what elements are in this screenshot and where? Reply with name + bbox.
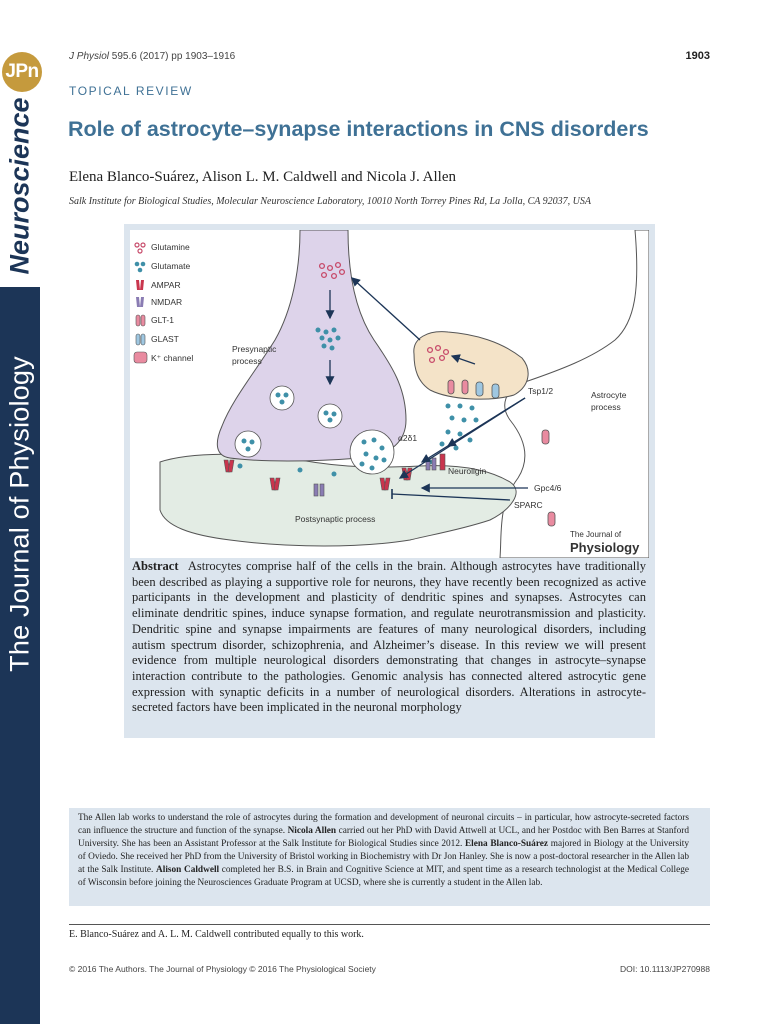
bio-name-caldwell: Alison Caldwell bbox=[156, 865, 220, 875]
copyright-notice: © 2016 The Authors. The Journal of Physiology © 2016 The Physiological Society bbox=[69, 964, 376, 974]
legend-k-channel: K⁺ channel bbox=[151, 353, 194, 363]
figure-logo-line1: The Journal of bbox=[570, 530, 622, 539]
abstract-body: Astrocytes comprise half of the cells in the brain. Although astrocytes have traditionally been described as playing a supportive role for neurons, they have recently been recognized as active participants in the development and plasticity of dendritic spines and synapses. Astrocytes can eliminate dendritic spines, induce synapse formation, and regulate neurotransmission and plasticity. Dendritic spine and synapse impairments are features of many neurological disorders, including autism spectrum disorder, schizophrenia, and Alzheimer’s disease. In this review we will present evidence from multiple neurological disorders demonstrating that changes in astrocyte–synapse interaction contribute to the pathologies. Genomic analysis has connected altered astrocytic gene expression with synaptic deficits in a number of neurological disorders. Alterations in astrocyte-secreted factors have been implicated in the neuronal morphology bbox=[132, 559, 646, 715]
bio-part-2: carried out her PhD with David Attwell at UCL, and her Postdoc with Ben Barres at Stanford University. She has been an Assistant Professor at the Salk Institute for Biological Studies since 2012. bbox=[78, 826, 689, 849]
synapse-diagram bbox=[130, 230, 649, 558]
abstract-text bbox=[132, 559, 646, 716]
astrocyte-endfoot bbox=[414, 332, 528, 399]
bio-name-allen: Nicola Allen bbox=[287, 826, 337, 836]
bio-part-4: completed her B.S. in Brain and Cognitive Science at MIT, and spent time as a research technologist at the Medical College of Wisconsin before joining the Neurosciences Graduate Program at UCSD, where she is currently a student in the Allen lab. bbox=[78, 865, 689, 888]
abstract-heading: Abstract bbox=[132, 559, 179, 573]
page-number: 1903 bbox=[685, 50, 710, 62]
vesicle-mid bbox=[318, 404, 342, 428]
article-type-label: TOPICAL REVIEW bbox=[69, 84, 193, 98]
label-presynaptic-2: process bbox=[232, 356, 262, 366]
author-bio-text bbox=[78, 812, 689, 890]
label-presynaptic-1: Presynaptic bbox=[232, 344, 277, 354]
label-gpc: Gpc4/6 bbox=[534, 483, 562, 493]
label-neuroligin: Neuroligin bbox=[448, 466, 487, 476]
citation-details: 595.6 (2017) pp 1903–1916 bbox=[109, 51, 236, 62]
label-a2d1: α2δ1 bbox=[398, 433, 418, 443]
journal-abbrev: J Physiol bbox=[69, 51, 110, 62]
label-astrocyte-2: process bbox=[591, 402, 621, 412]
doi-link[interactable]: DOI: 10.1113/JP270988 bbox=[620, 964, 710, 974]
figure-legend bbox=[134, 242, 193, 363]
legend-nmdar: NMDAR bbox=[151, 297, 183, 307]
author-list: Elena Blanco-Suárez, Alison L. M. Caldwell and Nicola J. Allen bbox=[69, 169, 456, 185]
legend-glast: GLAST bbox=[151, 334, 179, 344]
legend-glutamine: Glutamine bbox=[151, 242, 190, 252]
footnote: E. Blanco-Suárez and A. L. M. Caldwell contributed equally to this work. bbox=[69, 929, 364, 940]
bio-name-blanco: Elena Blanco-Suárez bbox=[464, 839, 549, 849]
legend-glutamate: Glutamate bbox=[151, 261, 191, 271]
author-affiliation: Salk Institute for Biological Studies, Molecular Neuroscience Laboratory, 10010 North Torrey Pines Rd, La Jolla, CA 92037, USA bbox=[69, 196, 592, 207]
legend-glt1: GLT-1 bbox=[151, 315, 174, 325]
spine-section-label: Neuroscience bbox=[4, 97, 35, 275]
label-astrocyte-1: Astrocyte bbox=[591, 390, 627, 400]
footnote-divider bbox=[69, 924, 710, 925]
journal-citation bbox=[69, 51, 235, 62]
label-sparc: SPARC bbox=[514, 500, 543, 510]
bio-part-1: The Allen lab works to understand the role of astrocytes during the formation and development of neuronal circuits – in particular, how astrocyte-secreted factors can influence the structure and function of the synapse. bbox=[78, 813, 689, 836]
spine-journal-name: The Journal of Physiology bbox=[4, 356, 35, 672]
synapse-figure bbox=[130, 230, 649, 558]
label-tsp: Tsp1/2 bbox=[528, 386, 554, 396]
bio-part-3: majored in Biology at the University of Oviedo. She received her PhD from the University of Bristol working in Biochemistry with Dr Jon Hanley. She is now a post-doctoral researcher in the Allen lab at the Salk Institute. bbox=[78, 839, 689, 875]
vesicle-left bbox=[270, 386, 294, 410]
vesicle-docked-left bbox=[235, 431, 261, 457]
article-title: Role of astrocyte–synapse interactions in CNS disorders bbox=[68, 117, 649, 141]
figure-logo-line2: Physiology bbox=[570, 540, 640, 555]
jpn-logo-badge: JPn bbox=[2, 52, 42, 92]
legend-ampar: AMPAR bbox=[151, 280, 181, 290]
label-postsynaptic: Postsynaptic process bbox=[295, 514, 376, 524]
